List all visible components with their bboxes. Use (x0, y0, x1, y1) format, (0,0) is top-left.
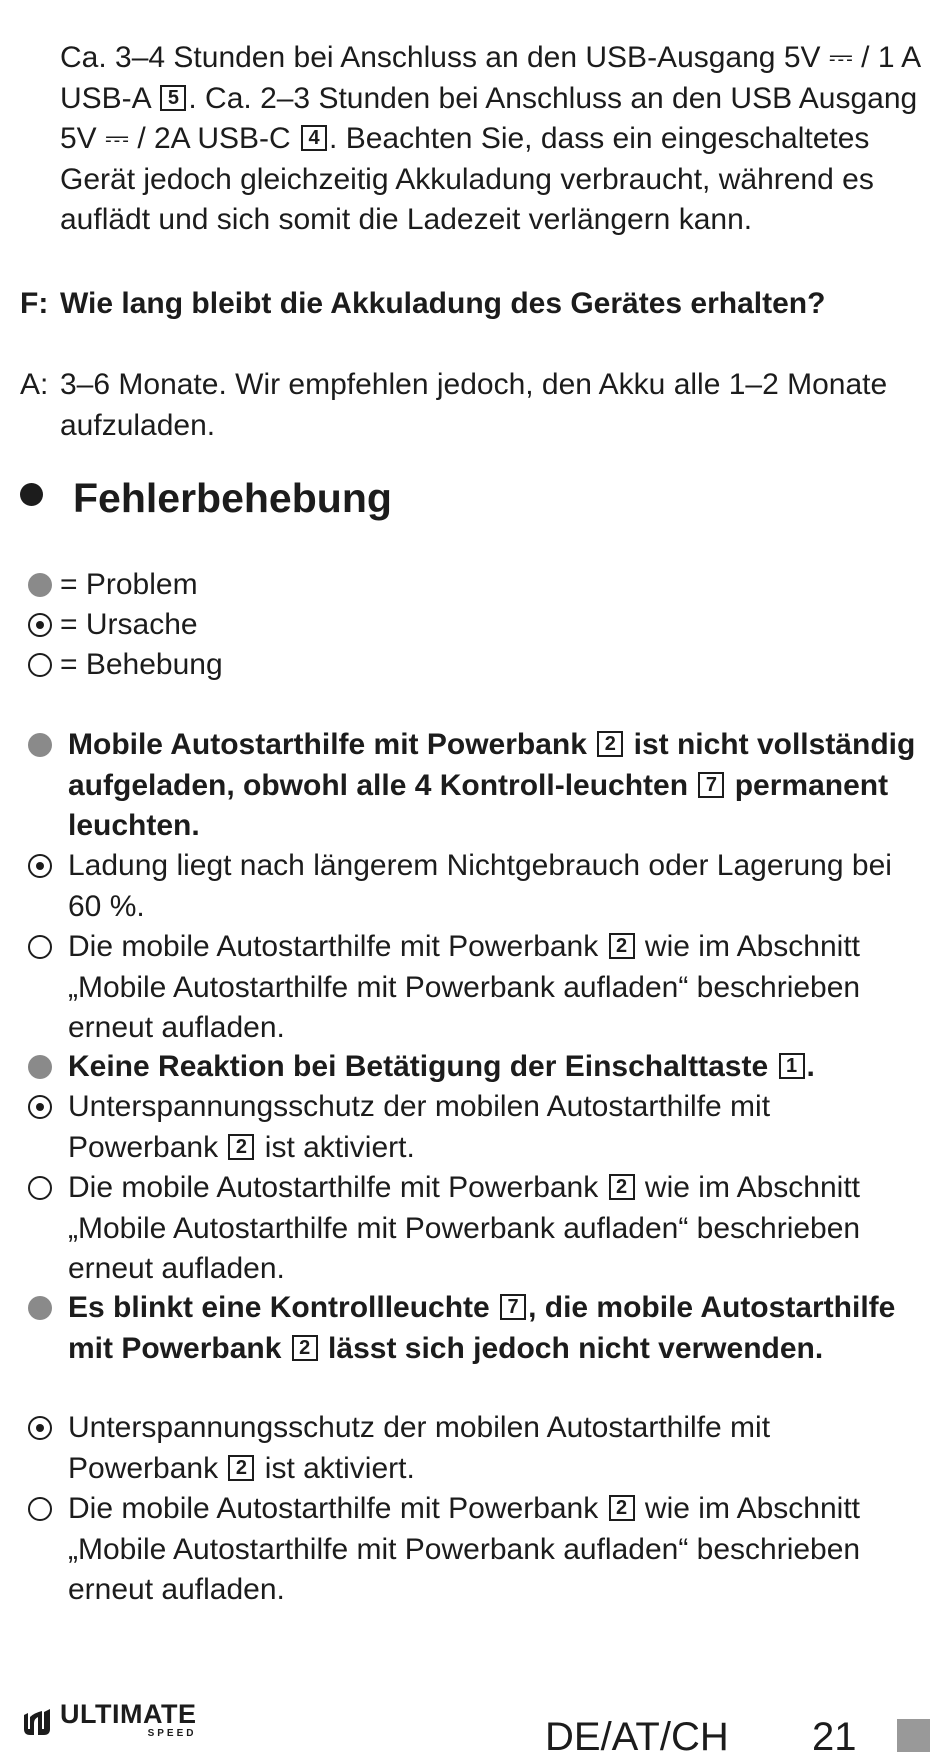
brand-name: ULTIMATE (60, 1699, 197, 1729)
reference-number-box: 7 (698, 772, 724, 798)
reference-number-box: 2 (609, 1495, 635, 1521)
fix-icon (28, 1497, 52, 1521)
problem-text (28, 1047, 928, 1088)
text: ist aktiviert. (256, 1130, 415, 1164)
legend-label: = Behebung (60, 648, 223, 681)
cause-icon (28, 1095, 52, 1119)
text: Die mobile Autostarthilfe mit Powerbank (68, 1492, 607, 1525)
brand-subname: SPEED (147, 1728, 197, 1739)
text: . Ca. 2–3 Stunden bei Anschluss an den USB Ausgang 5V (60, 81, 918, 155)
fix-item (28, 927, 928, 1049)
text: / 1 A USB-A (60, 41, 920, 115)
reference-number-box: 1 (779, 1053, 805, 1079)
section-heading (20, 474, 392, 522)
page-number: 21 (812, 1715, 857, 1759)
brand-mark-icon (20, 1703, 54, 1737)
reference-number-box: 2 (609, 1174, 635, 1200)
bullet-icon (20, 483, 43, 506)
fix-icon (28, 653, 52, 677)
reference-number-box: 2 (228, 1455, 254, 1481)
reference-number-box: 5 (160, 85, 186, 111)
fix-text (28, 1168, 928, 1290)
problem-icon (28, 1055, 52, 1079)
problem-icon (28, 573, 52, 597)
charging-time-paragraph (60, 38, 920, 241)
problem-icon (28, 733, 52, 757)
faq-answer (20, 365, 920, 446)
text: Mobile Autostarthilfe mit Powerbank (68, 728, 596, 761)
text: , die mobile Autostarthilfe mit Powerbank (68, 1291, 896, 1365)
legend-label: = Ursache (60, 608, 198, 641)
text: wie im Abschnitt „Mobile Autostarthilfe mit Powerbank aufladen“ beschrieben erneut aufladen. (68, 1492, 861, 1606)
problem-text (28, 1288, 928, 1369)
text: ist aktiviert. (256, 1451, 415, 1485)
text: / 2A USB-C (128, 122, 300, 155)
problem-item (28, 1047, 928, 1088)
text: permanent leuchten. (68, 768, 889, 842)
legend-label: = Problem (60, 568, 198, 601)
reference-number-box: 2 (228, 1134, 254, 1160)
text: lässt sich jedoch nicht verwenden. (319, 1331, 824, 1365)
reference-number-box: 2 (609, 933, 635, 959)
cause-item (28, 1087, 928, 1168)
text: Es blinkt eine Kontrollleuchte (68, 1291, 499, 1324)
cause-item (28, 846, 928, 927)
dc-symbol: ⎓ (105, 122, 129, 155)
text: Die mobile Autostarthilfe mit Powerbank (68, 930, 607, 963)
text: wie im Abschnitt „Mobile Autostarthilfe mit Powerbank aufladen“ beschrieben erneut aufladen. (68, 930, 861, 1044)
cause-text: Ladung liegt nach längerem Nichtgebrauch oder Lagerung bei 60 %. (68, 849, 892, 923)
text: Ca. 3–4 Stunden bei Anschluss an den USB-Ausgang 5V (60, 41, 829, 74)
legend-cause (28, 605, 428, 645)
brand-logo (20, 1700, 196, 1740)
answer-tag: A: (20, 368, 49, 401)
text: ist nicht vollständig aufgeladen, obwohl alle 4 Kontroll-leuchten (68, 728, 916, 802)
problem-text (28, 725, 928, 847)
text: . Beachten Sie, dass ein eingeschaltetes Gerät jedoch gleichzeitig Akkuladung verbraucht, während es auflädt und sich somit die Ladezeit verlängern kann. (60, 122, 874, 236)
dc-symbol: ⎓ (828, 41, 853, 74)
fix-item (28, 1168, 928, 1290)
question-tag: F: (20, 287, 49, 320)
page-marker (897, 1719, 930, 1752)
text: wie im Abschnitt „Mobile Autostarthilfe mit Powerbank aufladen“ beschrieben erneut aufladen. (68, 1171, 861, 1285)
legend-problem (28, 565, 428, 605)
cause-text (28, 1087, 928, 1168)
faq-question (20, 284, 920, 325)
section-title: Fehlerbehebung (73, 475, 392, 521)
problem-item (28, 725, 928, 847)
brand-wordmark (60, 1701, 196, 1739)
cause-item (28, 1408, 928, 1489)
text: Unterspannungsschutz der mobilen Autostarthilfe mit Powerbank (68, 1090, 771, 1164)
problem-icon (28, 1296, 52, 1320)
question-text: Wie lang bleibt die Akkuladung des Gerätes erhalten? (60, 287, 826, 320)
region-label: DE/AT/CH (545, 1715, 729, 1759)
problem-item (28, 1288, 928, 1369)
text: . (806, 1050, 815, 1083)
reference-number-box: 2 (292, 1335, 318, 1361)
text: Die mobile Autostarthilfe mit Powerbank (68, 1171, 607, 1204)
legend-fix (28, 645, 428, 685)
text: Keine Reaktion bei Betätigung der Einschalttaste (68, 1050, 777, 1083)
cause-icon (28, 613, 52, 637)
fix-item (28, 1489, 928, 1611)
answer-text: 3–6 Monate. Wir empfehlen jedoch, den Akku alle 1–2 Monate aufzuladen. (60, 368, 888, 442)
fix-icon (28, 935, 52, 959)
text: Unterspannungsschutz der mobilen Autostarthilfe mit Powerbank (68, 1411, 771, 1485)
reference-number-box: 4 (301, 125, 327, 151)
cause-text (28, 1408, 928, 1489)
legend (28, 565, 428, 685)
cause-icon (28, 854, 52, 878)
fix-icon (28, 1176, 52, 1200)
reference-number-box: 7 (500, 1294, 526, 1320)
cause-icon (28, 1416, 52, 1440)
reference-number-box: 2 (597, 731, 623, 757)
fix-text (28, 1489, 928, 1611)
fix-text (28, 927, 928, 1049)
